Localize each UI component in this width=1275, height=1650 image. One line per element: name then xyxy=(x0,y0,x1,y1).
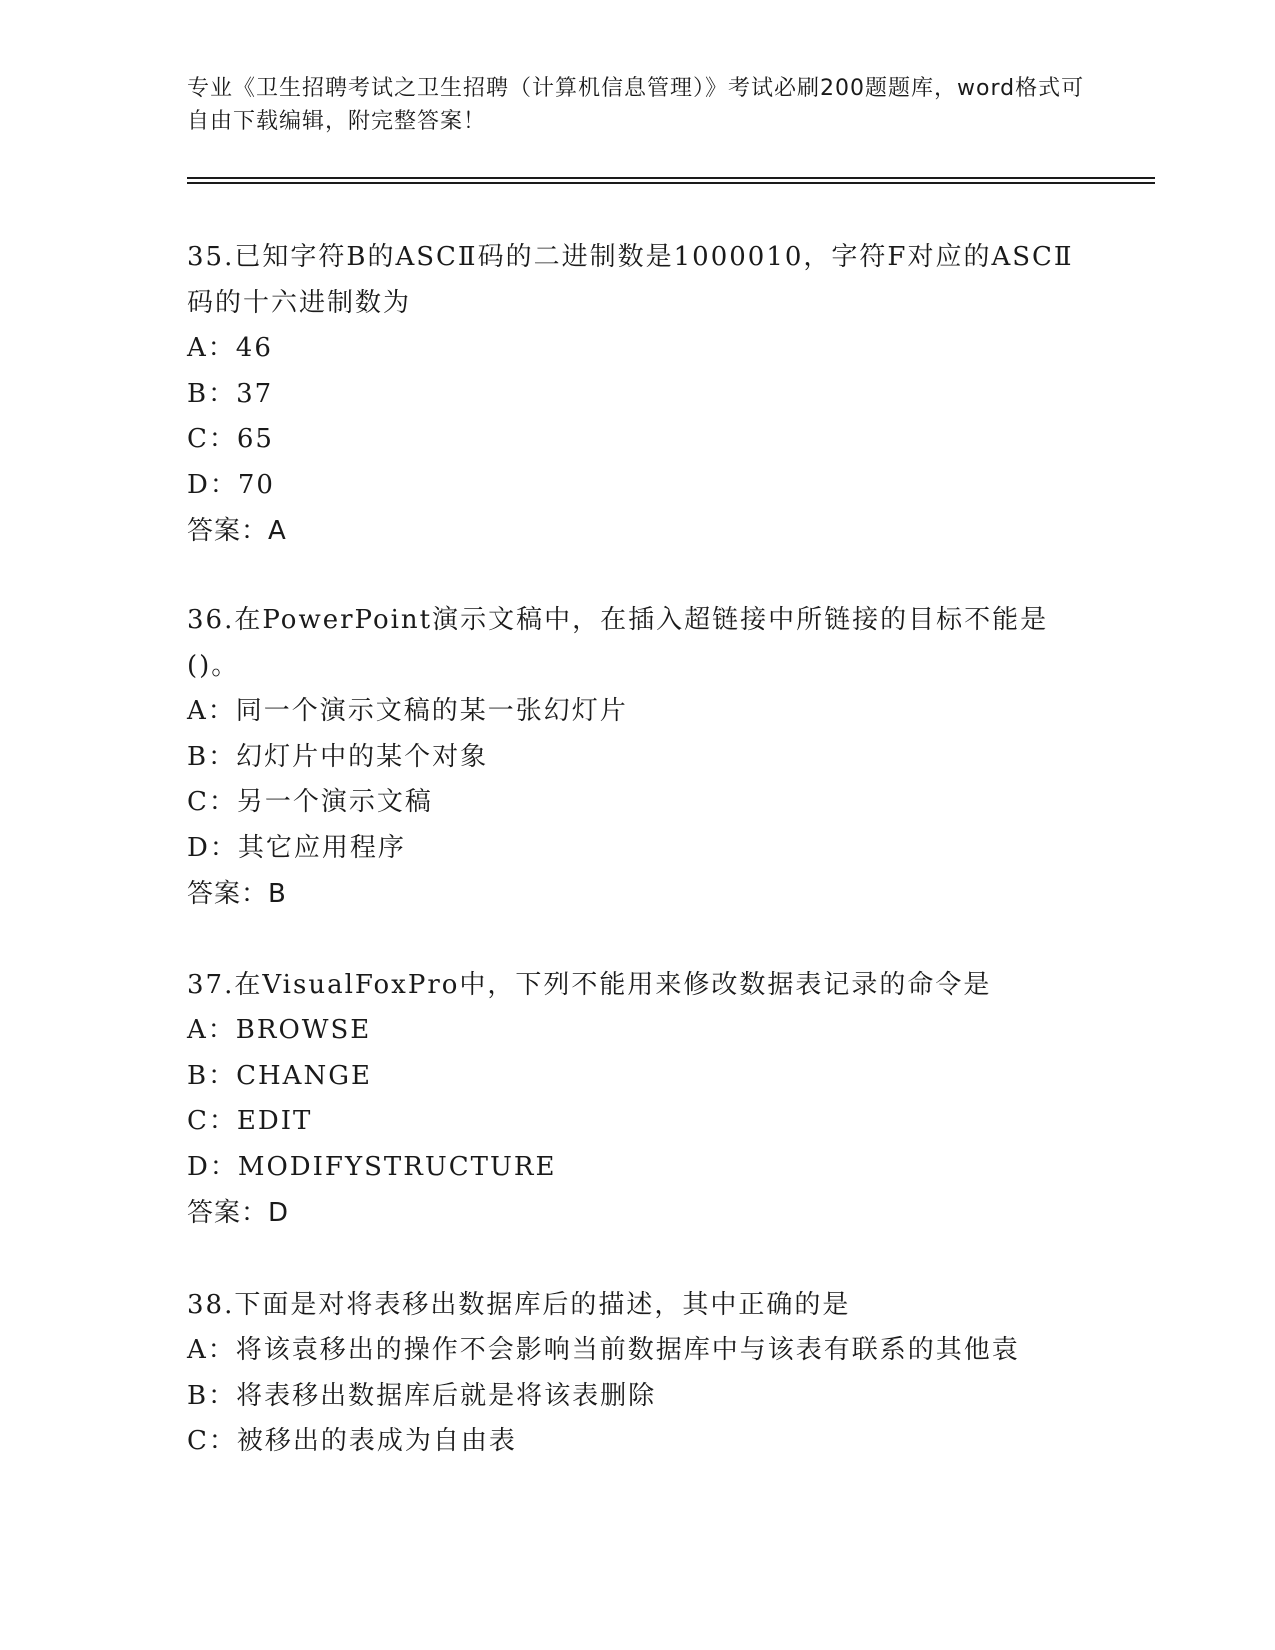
option-c: C：EDIT xyxy=(187,1106,313,1136)
question-36 xyxy=(187,597,1087,917)
header-divider-top xyxy=(187,177,1155,179)
option-c: C：65 xyxy=(187,424,274,454)
option-a: A：BROWSE xyxy=(187,1015,372,1045)
option-b: B：37 xyxy=(187,378,274,409)
option-a: A：同一个演示文稿的某一张幻灯片 xyxy=(187,696,628,726)
answer-label: 答案：A xyxy=(187,516,287,546)
question-35 xyxy=(187,234,1087,554)
option-c: C：另一个演示文稿 xyxy=(187,787,433,817)
option-b: B：幻灯片中的某个对象 xyxy=(187,741,489,772)
option-c: C：被移出的表成为自由表 xyxy=(187,1426,517,1456)
document-header: 专业《卫生招聘考试之卫生招聘（计算机信息管理）》考试必刷200题题库，word格式可自由下载编辑，附完整答案！ xyxy=(187,76,1085,134)
option-d: D：其它应用程序 xyxy=(187,832,406,863)
header-divider-bottom xyxy=(187,182,1155,184)
option-d: D：MODIFYSTRUCTURE xyxy=(187,1151,557,1182)
answer-label: 答案：D xyxy=(187,1198,290,1228)
answer-label: 答案：B xyxy=(187,879,287,909)
question-stem: 35.已知字符B的ASCⅡ码的二进制数是1000010，字符F对应的ASCⅡ码的十六进制数为 xyxy=(187,242,1074,318)
option-b: B：将表移出数据库后就是将该表删除 xyxy=(187,1380,657,1411)
question-stem: 36.在PowerPoint演示文稿中，在插入超链接中所链接的目标不能是()。 xyxy=(187,605,1049,681)
question-37 xyxy=(187,962,1087,1236)
question-stem: 37.在VisualFoxPro中，下列不能用来修改数据表记录的命令是 xyxy=(187,970,992,1000)
option-d: D：70 xyxy=(187,469,275,500)
option-a: A：将该袁移出的操作不会影响当前数据库中与该表有联系的其他袁 xyxy=(187,1335,1020,1365)
option-a: A：46 xyxy=(187,333,273,363)
question-38 xyxy=(187,1282,1087,1465)
question-stem: 38.下面是对将表移出数据库后的描述，其中正确的是 xyxy=(187,1290,851,1320)
option-b: B：CHANGE xyxy=(187,1060,372,1091)
